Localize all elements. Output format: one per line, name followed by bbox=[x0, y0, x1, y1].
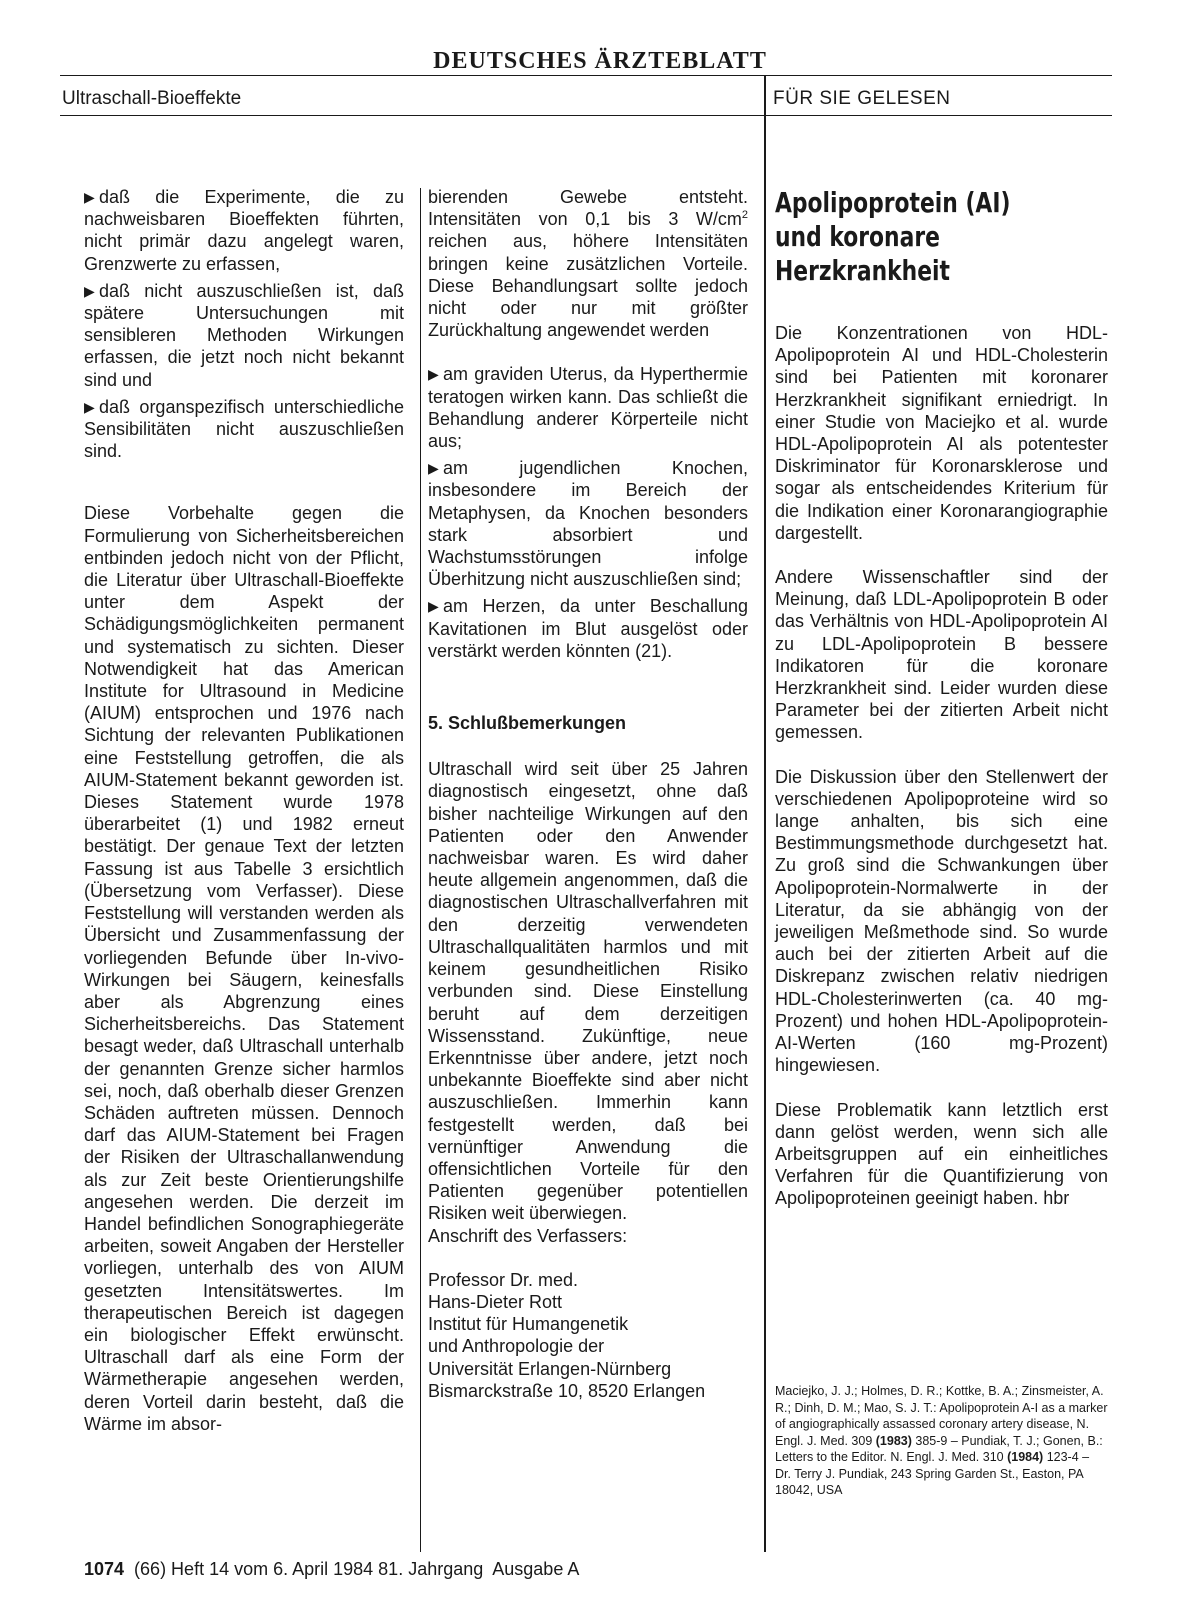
body-paragraph bbox=[428, 186, 748, 341]
bullet-arrow-icon: ▶ bbox=[84, 398, 95, 415]
address-line: und Anthropologie der bbox=[428, 1336, 605, 1357]
bullet-text: am Herzen, da unter Beschallung Kavitationen im Blut ausgelöst oder verstärkt werden könnten (21). bbox=[428, 596, 748, 661]
section-label-left: Ultraschall-Bioeffekte bbox=[62, 88, 242, 109]
reference-text: 123-4 – Dr. Terry J. Pundiak, 243 Spring Garden St., Easton, PA 18042, USA bbox=[775, 1450, 1090, 1497]
header-rule bbox=[60, 115, 1112, 116]
body-paragraph: Die Diskussion über den Stellenwert der verschiedenen Apolipoproteine wird so lange anhalten, bis sich eine Bestimmungsmethode durchgesetzt hat. Zu groß sind die Schwankungen über Apolipoprotein-Normalwerte in der Literatur, da sie abhängig von der jeweiligen Meßmethode sind. So wurde auch bei der zitierten Arbeit auf die Diskrepanz zwischen relativ niedrigen HDL-Cholesterinwerten (ca. 40 mg-Prozent) und hohen HDL-Apolipoprotein-AI-Werten (160 mg-Prozent) hingewiesen. bbox=[775, 766, 1108, 1076]
bullet-item bbox=[428, 457, 748, 590]
masthead-rule bbox=[60, 75, 1112, 76]
author-address bbox=[428, 1269, 748, 1402]
address-line: Universität Erlangen-Nürnberg bbox=[428, 1358, 672, 1379]
page-number: 1074 bbox=[84, 1559, 125, 1579]
bullet-item bbox=[84, 280, 404, 391]
article-title bbox=[775, 186, 1103, 288]
address-label: Anschrift des Verfassers: bbox=[428, 1225, 628, 1246]
body-paragraph: Diese Problematik kann letztlich erst dann gelöst werden, wenn sich alle Arbeitsgruppen auf ein einheitliches Verfahren für die Quantifizierung von Apolipoproteinen geeinigt haben. hbr bbox=[775, 1099, 1108, 1209]
body-paragraph: Die Konzentrationen von HDL-Apolipoprotein AI und HDL-Cholesterin sind bei Patienten mit koronarer Herzkrankheit signifikant erniedrigt. In einer Studie von Maciejko et al. wurde HDL-Apolipoprotein AI als potentester Diskriminator für Koronarsklerose und sogar als entscheidendes Kriterium für die Indikation einer Koronarangiographie dargestellt. bbox=[775, 323, 1108, 543]
column-2 bbox=[428, 186, 748, 1402]
reference-note bbox=[775, 1383, 1108, 1499]
bullet-item bbox=[84, 396, 404, 463]
title-line: und koronare bbox=[775, 220, 940, 253]
column-divider bbox=[420, 188, 421, 1552]
closing-paragraph: Ultraschall wird seit über 25 Jahren diagnostisch eingesetzt, ohne daß bisher nachteilige Wirkungen auf den Patienten oder den Anwender nachweisbar waren. Es wird daher heute allgemein angenommen, daß die diagnostischen Ultraschallverfahren mit den derzeitig verwendeten Ultraschallqualitäten harmlos und mit keinem gesundheitlichen Risiko verbunden sind. Diese Einstellung beruht auf dem derzeitigen Wissensstand. Zukünftige, neue Erkenntnisse über andere, jetzt noch unbekannte Bioeffekte sind aber nicht auszuschließen. Immerhin kann festgestellt werden, daß bei vernünftiger Anwendung die offensichtlichen Vorteile für den Patienten gegenüber potentiellen Risiken weit überwiegen. bbox=[428, 759, 748, 1224]
address-line: Institut für Humangenetik bbox=[428, 1314, 629, 1335]
bullet-arrow-icon: ▶ bbox=[428, 598, 439, 615]
reference-year: (1983) bbox=[875, 1433, 912, 1448]
section-divider bbox=[764, 76, 766, 1552]
bullet-item bbox=[428, 363, 748, 452]
section-label-right: FÜR SIE GELESEN bbox=[773, 88, 951, 109]
address-line: Bismarckstraße 10, 8520 Erlangen bbox=[428, 1380, 706, 1401]
column-1 bbox=[84, 186, 404, 1435]
reference-text: Maciejko, J. J.; Holmes, D. R.; Kottke, B. A.; Zinsmeister, A. R.; Dinh, D. M.; Mao, S. J. T.: Apolipoprotein A-I as a marker of angiographically assassed coronary artery disease, N. Engl. J. Med. 309 bbox=[775, 1384, 1108, 1448]
superscript: 2 bbox=[741, 209, 748, 222]
body-paragraph: Diese Vorbehalte gegen die Formulierung von Sicherheitsbereichen entbinden jedoch nicht von der Pflicht, die Literatur über Ultraschall-Bioeffekte unter dem Aspekt der Schädigungsmöglichkeiten permanent und systematisch zu sichten. Dieser Notwendigkeit hat das American Institute for Ultrasound in Medicine (AIUM) entsprochen und 1976 nach Sichtung der relevanten Publikationen eine Feststellung getroffen, die als AIUM-Statement bekannt geworden ist. Dieses Statement wurde 1978 überarbeitet (1) und 1982 erneut bestätigt. Der genaue Text der letzten Fassung ist aus Tabelle 3 ersichtlich (Übersetzung vom Verfasser). Diese Feststellung will verstanden werden als Übersicht und Zusammenfassung der vorliegenden Befunde über In-vivo-Wirkungen bei Säugern, keinesfalls aber als Abgrenzung eines Sicherheitsbereichs. Das Statement besagt weder, daß Ultraschall unterhalb der genannten Grenze sicher harmlos sei, noch, daß oberhalb dieser Grenzen Schäden auftreten müssen. Dennoch darf das AIUM-Statement bei Fragen der Risiken der Ultraschallanwendung als zur Zeit beste Orientierungshilfe angesehen werden. Die derzeit im Handel befindlichen Sonographiegeräte arbeiten, soweit Angaben der Hersteller vorliegen, unterhalb des von AIUM gesetzten Intensitätswertes. Im therapeutischen Bereich ist dagegen ein biologischer Effekt erwünscht. Ultraschall darf als eine Form der Wärmetherapie angesehen werden, deren Vorteil darin besteht, daß die Wärme im absor- bbox=[84, 503, 404, 1434]
issue-info: (66) Heft 14 vom 6. April 1984 81. Jahrgang Ausgabe A bbox=[124, 1559, 580, 1579]
bullet-text: daß nicht auszuschließen ist, daß spätere Untersuchungen mit sensibleren Methoden Wirkungen erfassen, die jetzt noch nicht bekannt sind und bbox=[84, 280, 404, 390]
bullet-arrow-icon: ▶ bbox=[428, 460, 439, 477]
bullet-arrow-icon: ▶ bbox=[84, 189, 95, 205]
bullet-item bbox=[84, 186, 404, 275]
page-footer bbox=[84, 1558, 579, 1580]
bullet-text: am jugendlichen Knochen, insbesondere im Bereich der Metaphysen, da Knochen besonders stark absorbiert und Wachstumsstörungen infolge Überhitzung nicht auszuschließen sind; bbox=[428, 458, 748, 590]
bullet-text: daß die Experimente, die zu nachweisbaren Bioeffekten führten, nicht primär dazu angelegt waren, Grenzwerte zu erfassen, bbox=[84, 187, 404, 274]
address-line: Professor Dr. med. bbox=[428, 1269, 579, 1290]
address-line: Hans-Dieter Rott bbox=[428, 1291, 563, 1312]
title-line: Herzkrankheit bbox=[775, 254, 950, 287]
journal-masthead: DEUTSCHES ÄRZTEBLATT bbox=[433, 48, 767, 74]
reference-text: 385-9 – Pundiak, T. J.; Gonen, B.: Letters to the Editor. N. Engl. J. Med. 310 bbox=[775, 1433, 1103, 1464]
bullet-arrow-icon: ▶ bbox=[428, 366, 439, 383]
paragraph-text: bierenden Gewebe entsteht. Intensitäten von 0,1 bis 3 W/cm bbox=[428, 187, 748, 230]
body-paragraph: Andere Wissenschaftler sind der Meinung, daß LDL-Apolipoprotein B oder das Verhältnis von HDL-Apolipoprotein AI zu LDL-Apolipoprotein B bessere Indikatoren für die koronare Herzkrankheit sind. Leider wurden diese Parameter bei der zitierten Arbeit nicht gemessen. bbox=[775, 567, 1108, 743]
bullet-arrow-icon: ▶ bbox=[84, 282, 95, 299]
bullet-text: daß organspezifisch unterschiedliche Sensibilitäten nicht auszuschließen sind. bbox=[84, 396, 404, 462]
bullet-item bbox=[428, 595, 748, 662]
bullet-text: am graviden Uterus, da Hyperthermie teratogen wirken kann. Das schließt die Behandlung anderer Körperteile nicht aus; bbox=[428, 364, 748, 452]
reference-year: (1984) bbox=[1007, 1450, 1044, 1464]
section-heading: 5. Schlußbemerkungen bbox=[428, 713, 627, 734]
title-line: Apolipoprotein (AI) bbox=[775, 186, 1011, 219]
column-3 bbox=[775, 186, 1108, 1210]
paragraph-text: reichen aus, höhere Intensitäten bringen keine zusätzlichen Vorteile. Diese Behandlungsart sollte jedoch nicht oder nur mit größter Zurückhaltung angewendet werden bbox=[428, 231, 748, 341]
